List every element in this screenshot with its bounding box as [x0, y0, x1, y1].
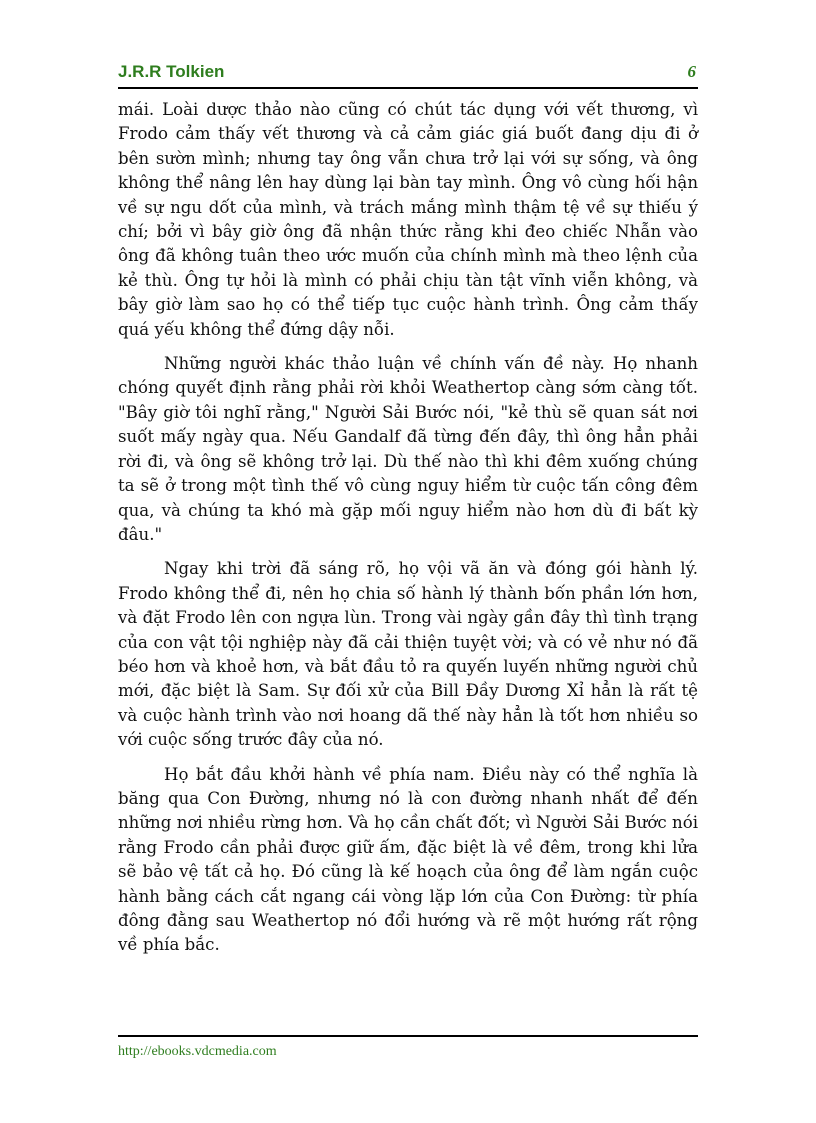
paragraph: Những người khác thảo luận về chính vấn đề này. Họ nhanh chóng quyết định rằng phải rời khỏi Weathertop càng sớm càng tốt. "Bây giờ tôi nghĩ rằng," Người Sải Bước nói, "kẻ thù sẽ quan sát nơi suốt mấy ngày qua. Nếu Gandalf đã từng đến đây, thì ông hẳn phải rời đi, và ông sẽ không trở lại. Dù thế nào thì khi đêm xuống chúng ta sẽ ở trong một tình thế vô cùng nguy hiểm từ cuộc tấn công đêm qua, và chúng ta khó mà gặp mối nguy hiểm nào hơn dù đi bất kỳ đâu." — [118, 354, 698, 544]
page-body — [118, 98, 698, 968]
paragraph-continued: mái. Loài dược thảo nào cũng có chút tác dụng với vết thương, vì Frodo cảm thấy vết thương và cả cảm giác giá buốt đang dịu đi ở bên sườn mình; nhưng tay ông vẫn chưa trở lại với sự sống, và ông không thể nâng lên hay dùng lại bàn tay mình. Ông vô cùng hối hận về sự ngu dốt của mình, và trách mắng mình thậm tệ về sự thiếu ý chí; bởi vì bây giờ ông đã nhận thức rằng khi đeo chiếc Nhẫn vào ông đã không tuân theo ước muốn của chính mình mà theo lệnh của kẻ thù. Ông tự hỏi là mình có phải chịu tàn tật vĩnh viễn không, và bây giờ làm sao họ có thể tiếp tục cuộc hành trình. Ông cảm thấy quá yếu không thể đứng dậy nỗi. — [118, 100, 698, 339]
footer-divider — [118, 1035, 698, 1037]
paragraph: Họ bắt đầu khởi hành về phía nam. Điều này có thể nghĩa là băng qua Con Đường, nhưng nó là con đường nhanh nhất để đến những nơi nhiều rừng hơn. Và họ cần chất đốt; vì Người Sải Bước nói rằng Frodo cần phải được giữ ấm, đặc biệt là về đêm, trong khi lửa sẽ bảo vệ tất cả họ. Đó cũng là kế hoạch của ông để làm ngắn cuộc hành bằng cách cắt ngang cái vòng lặp lớn của Con Đường: từ phía đông đằng sau Weathertop nó đổi hướng và rẽ một hướng rất rộng về phía bắc. — [118, 764, 698, 955]
header-divider — [118, 87, 698, 89]
footer-url-link[interactable]: http://ebooks.vdcmedia.com — [118, 1044, 277, 1059]
page-number: 6 — [687, 62, 696, 81]
page-header — [118, 60, 698, 84]
running-head-author: J.R.R Tolkien — [118, 62, 225, 81]
paragraph: Ngay khi trời đã sáng rõ, họ vội vã ăn và đóng gói hành lý. Frodo không thể đi, nên họ chia số hành lý thành bốn phần lớn hơn, và đặt Frodo lên con ngựa lùn. Trong vài ngày gần đây thì tình trạng của con vật tội nghiệp này đã cải thiện tuyệt vời; và có vẻ như nó đã béo hơn và khoẻ hơn, và bắt đầu tỏ ra quyến luyến những người chủ mới, đặc biệt là Sam. Sự đối xử của Bill Đầy Dương Xỉ hẳn là rất tệ và cuộc hành trình vào nơi hoang dã thế này hẳn là tốt hơn nhiều so với cuộc sống trước đây của nó. — [118, 559, 698, 750]
